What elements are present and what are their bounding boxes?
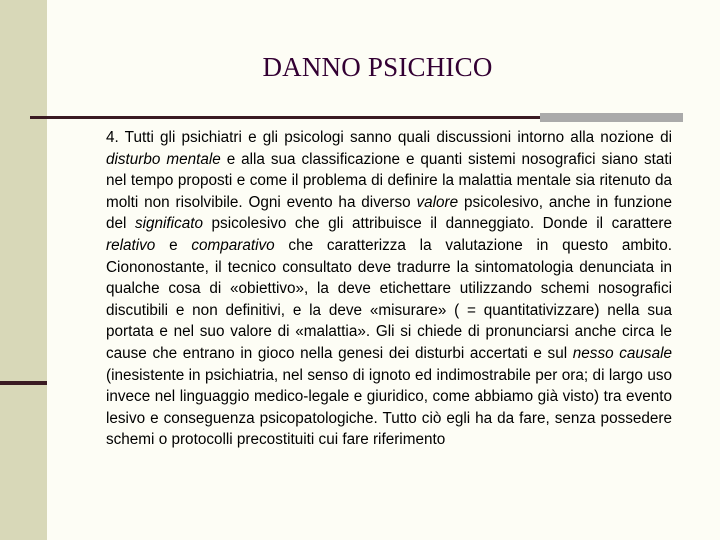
italic-text-run: comparativo [191, 236, 275, 254]
text-run: (inesistente in psichiatria, nel senso di ignoto ed indimostrabile per ora; di largo uso invece nel linguaggio medico-legale e giuridico, come abbiamo già visto) tra evento lesivo e conseguenza psicopatologiche. Tutto ciò egli ha da fare, senza possedere schemi o protocolli precostituiti cui fare riferimento [106, 366, 672, 449]
title-underline [30, 116, 540, 119]
title-underline-accent [540, 113, 683, 122]
slide-body-text [106, 127, 672, 451]
text-run: che caratterizza la valutazione in questo ambito. Ciononostante, il tecnico consultato deve tradurre la sintomatologia denunciata in qualche cosa di «obiettivo», la deve etichettare utilizzando schemi nosografici discutibili e non definitivi, e la deve «misurare» ( = quantitativizzare) nella sua portata e nel suo valore di «malattia». Gli si chiede di pronunciarsi anche circa le cause che entrano in gioco nella genesi dei disturbi accertati e sul [106, 236, 672, 362]
slide-title: DANNO PSICHICO [262, 52, 493, 82]
italic-text-run: disturbo mentale [106, 150, 221, 168]
italic-text-run: significato [134, 215, 203, 233]
text-run: e alla sua classificazione e quanti sistemi nosografici siano stati nel tempo proposti e come il problema di definire la malattia mentale sia ritenuto da molti non risolvibile. Ogni evento ha diverso [106, 150, 672, 211]
side-rule-decoration [0, 381, 47, 385]
text-run: e [155, 236, 192, 254]
text-run: psicolesivo che gli attribuisce il danneggiato. Donde il carattere [203, 215, 672, 233]
text-run: 4. Tutti gli psichiatri e gli psicologi sanno quali discussioni intorno alla nozione di [106, 129, 672, 146]
italic-text-run: valore [416, 193, 459, 211]
italic-text-run: nesso causale [572, 344, 672, 362]
italic-text-run: relativo [106, 236, 156, 254]
text-run: psicolesivo, anche in funzione del [106, 193, 672, 233]
